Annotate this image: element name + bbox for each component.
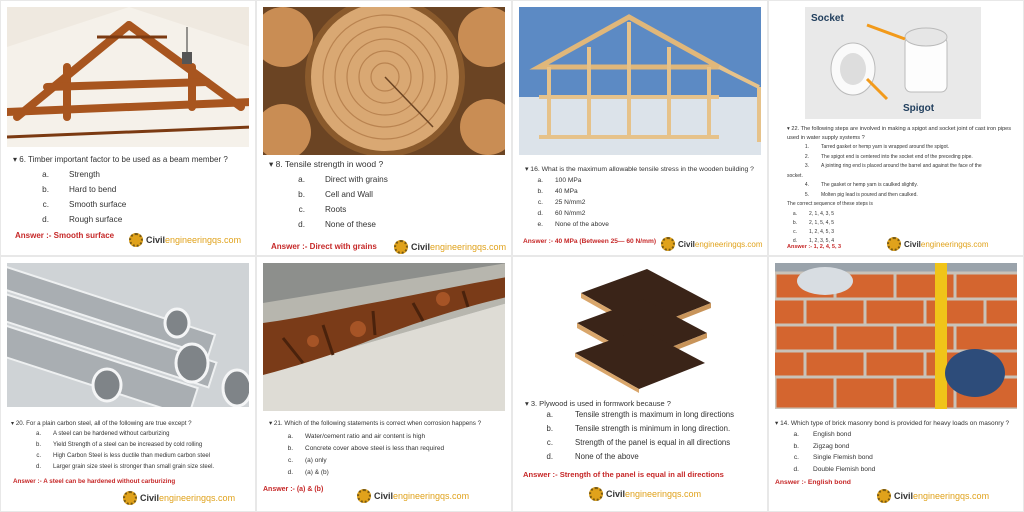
question-text <box>775 419 1015 429</box>
option-d: d. None of these <box>298 220 376 229</box>
options-list <box>9 167 247 227</box>
option-d: d. Larger grain size steel is stronger than small grain size steel. <box>35 464 215 470</box>
quiz-card-plywood <box>512 256 768 512</box>
gear-icon <box>394 240 408 254</box>
site-logo: Civil engineeringqs.com <box>123 491 235 505</box>
gear-icon <box>129 233 143 247</box>
gear-icon <box>357 489 371 503</box>
sequence-label: The correct sequence of these steps is <box>787 201 873 207</box>
question-text <box>269 159 503 169</box>
question-label: ▾ 8. Tensile strength in wood ? <box>269 159 384 169</box>
option-a: a. English bond <box>793 431 852 438</box>
option-c: c. 25 N/mm2 <box>537 199 586 206</box>
question-text <box>11 419 247 429</box>
question-label: ▾ 14. Which type of brick masonry bond is provided for heavy loads on masonry ? <box>775 420 1010 427</box>
quiz-card-carbon-steel <box>0 256 256 512</box>
options-list <box>265 172 503 232</box>
steel-pipes-photo <box>7 263 249 407</box>
options-list <box>521 175 759 230</box>
option-c: c. Roots <box>298 205 347 214</box>
question-text <box>269 419 503 429</box>
option-c: c. (a) only <box>287 457 327 464</box>
timber-frame-photo <box>519 7 761 155</box>
spigot-socket-photo <box>805 7 981 119</box>
question-label: ▾ 6. Timber important factor to be used as a beam member ? <box>13 155 228 164</box>
quiz-card-brick-bond <box>768 256 1024 512</box>
log-end-photo <box>263 7 505 155</box>
option-d: d. Double Flemish bond <box>793 465 876 473</box>
gear-icon <box>589 487 603 501</box>
step-1: 1. Tarred gasket or hemp yarn is wrapped around the spigot. <box>804 144 950 150</box>
answer-text: Answer :- Strength of the panel is equal in all directions <box>523 470 724 479</box>
spigot-label: Spigot <box>903 103 935 114</box>
answer-text: Answer :- 40 MPa (Between 25— 60 N/mm) <box>523 238 657 245</box>
option-c: c. Strength of the panel is equal in all directions <box>546 438 731 447</box>
timber-roof-photo <box>7 7 249 147</box>
quiz-card-timber-beam <box>0 0 256 256</box>
plywood-sheets-photo <box>519 263 761 393</box>
site-logo: Civil engineeringqs.com <box>887 237 989 251</box>
option-a: a. A steel can be hardened without carburizing <box>35 431 170 437</box>
step-3-cont: socket. <box>787 172 803 179</box>
question-text <box>787 125 1013 143</box>
step-2: 2. The spigot end is centered into the socket end of the preceding pipe. <box>804 153 973 160</box>
question-label: ▾ 21. Which of the following statements is correct when corrosion happens ? <box>269 420 482 427</box>
answer-text: Answer :- 1, 2, 4, 5, 3 <box>787 244 842 250</box>
options-list <box>513 408 759 464</box>
quiz-card-tensile-wood <box>256 0 512 256</box>
options-list <box>265 431 503 479</box>
site-logo: Civil engineeringqs.com <box>877 489 989 503</box>
option-b: b. Yield Strength of a steel can be increased by cold rolling <box>35 442 203 448</box>
question-text <box>525 165 759 175</box>
step-5: 5. Molten pig lead is poured and then caulked. <box>804 191 918 198</box>
option-c: c. High Carbon Steel is less ductile than medium carbon steel <box>36 453 211 459</box>
option-e: e. None of the above <box>537 221 609 228</box>
option-a: a. 100 MPa <box>537 177 582 184</box>
site-logo: Civil engineeringqs.com <box>357 489 469 503</box>
gear-icon <box>123 491 137 505</box>
corroded-beam-photo <box>263 263 505 411</box>
site-logo: Civil engineeringqs.com <box>589 487 701 501</box>
answer-text: Answer :- A steel can be hardened without carburizing <box>13 478 176 485</box>
option-d: d. 60 N/mm2 <box>537 210 586 217</box>
answer-text: Answer :- Smooth surface <box>15 231 115 240</box>
option-a: a. Tensile strength is maximum in long directions <box>546 410 735 419</box>
option-b: b. Hard to bend <box>42 185 117 194</box>
option-a: a. Strength <box>42 170 100 179</box>
steps-list <box>769 143 1015 246</box>
options-list <box>9 429 247 473</box>
gear-icon <box>887 237 901 251</box>
question-text <box>13 155 247 165</box>
answer-text: Answer :- (a) & (b) <box>263 486 324 493</box>
gear-icon <box>661 237 675 251</box>
step-4: 4. The gasket or hemp yarn is caulked slightly. <box>804 182 918 188</box>
question-label: ▾ 16. What is the maximum allowable tensile stress in the wooden building ? <box>525 166 754 173</box>
answer-text: Answer :- English bond <box>775 479 851 486</box>
option-b: b. Zigzag bond <box>793 442 850 450</box>
question-label: ▾ 22. The following steps are involved in making a spigot and socket joint of cast iron pipes used in water supply systems ? <box>787 126 1012 141</box>
option-c: c. Smooth surface <box>42 200 127 209</box>
question-label: ▾ 20. For a plain carbon steel, all of the following are true except ? <box>11 420 192 427</box>
option-d: d. Rough surface <box>42 215 123 224</box>
bricklaying-photo <box>775 263 1017 409</box>
option-b: b. Concrete cover above steel is less than required <box>287 445 445 452</box>
option-a: a. 2, 1, 4, 3, 5 <box>792 210 835 217</box>
quiz-card-corrosion <box>256 256 512 512</box>
step-3: 3. A jointing ring end is placed around the barrel and against the face of the <box>804 163 982 169</box>
gear-icon <box>877 489 891 503</box>
option-a: a. Direct with grains <box>298 175 388 184</box>
option-b: b. 2, 1, 5, 4, 5 <box>792 219 835 226</box>
option-d: d. 1, 2, 3, 5, 4 <box>792 237 835 244</box>
site-logo: Civil engineeringqs.com <box>394 240 506 254</box>
option-b: b. Cell and Wall <box>298 190 373 199</box>
option-d: d. None of the above <box>546 452 639 461</box>
socket-label: Socket <box>811 13 844 24</box>
option-c: c. Single Flemish bond <box>793 454 873 461</box>
answer-text: Answer :- Direct with grains <box>271 242 377 251</box>
option-d: d. (a) & (b) <box>287 469 329 476</box>
option-b: b. 40 MPa <box>537 188 578 195</box>
option-c: c. 1, 2, 4, 5, 3 <box>793 228 835 235</box>
site-logo: Civil engineeringqs.com <box>661 237 763 251</box>
options-list <box>769 429 1015 475</box>
question-label: ▾ 3. Plywood is used in formwork because ? <box>525 399 671 408</box>
option-a: a. Water/cement ratio and air content is high <box>287 433 426 440</box>
quiz-card-allowable-stress <box>512 0 768 256</box>
option-b: b. Tensile strength is minimum in long direction. <box>546 424 731 433</box>
quiz-card-spigot-socket <box>768 0 1024 256</box>
site-logo: Civil engineeringqs.com <box>129 233 241 247</box>
